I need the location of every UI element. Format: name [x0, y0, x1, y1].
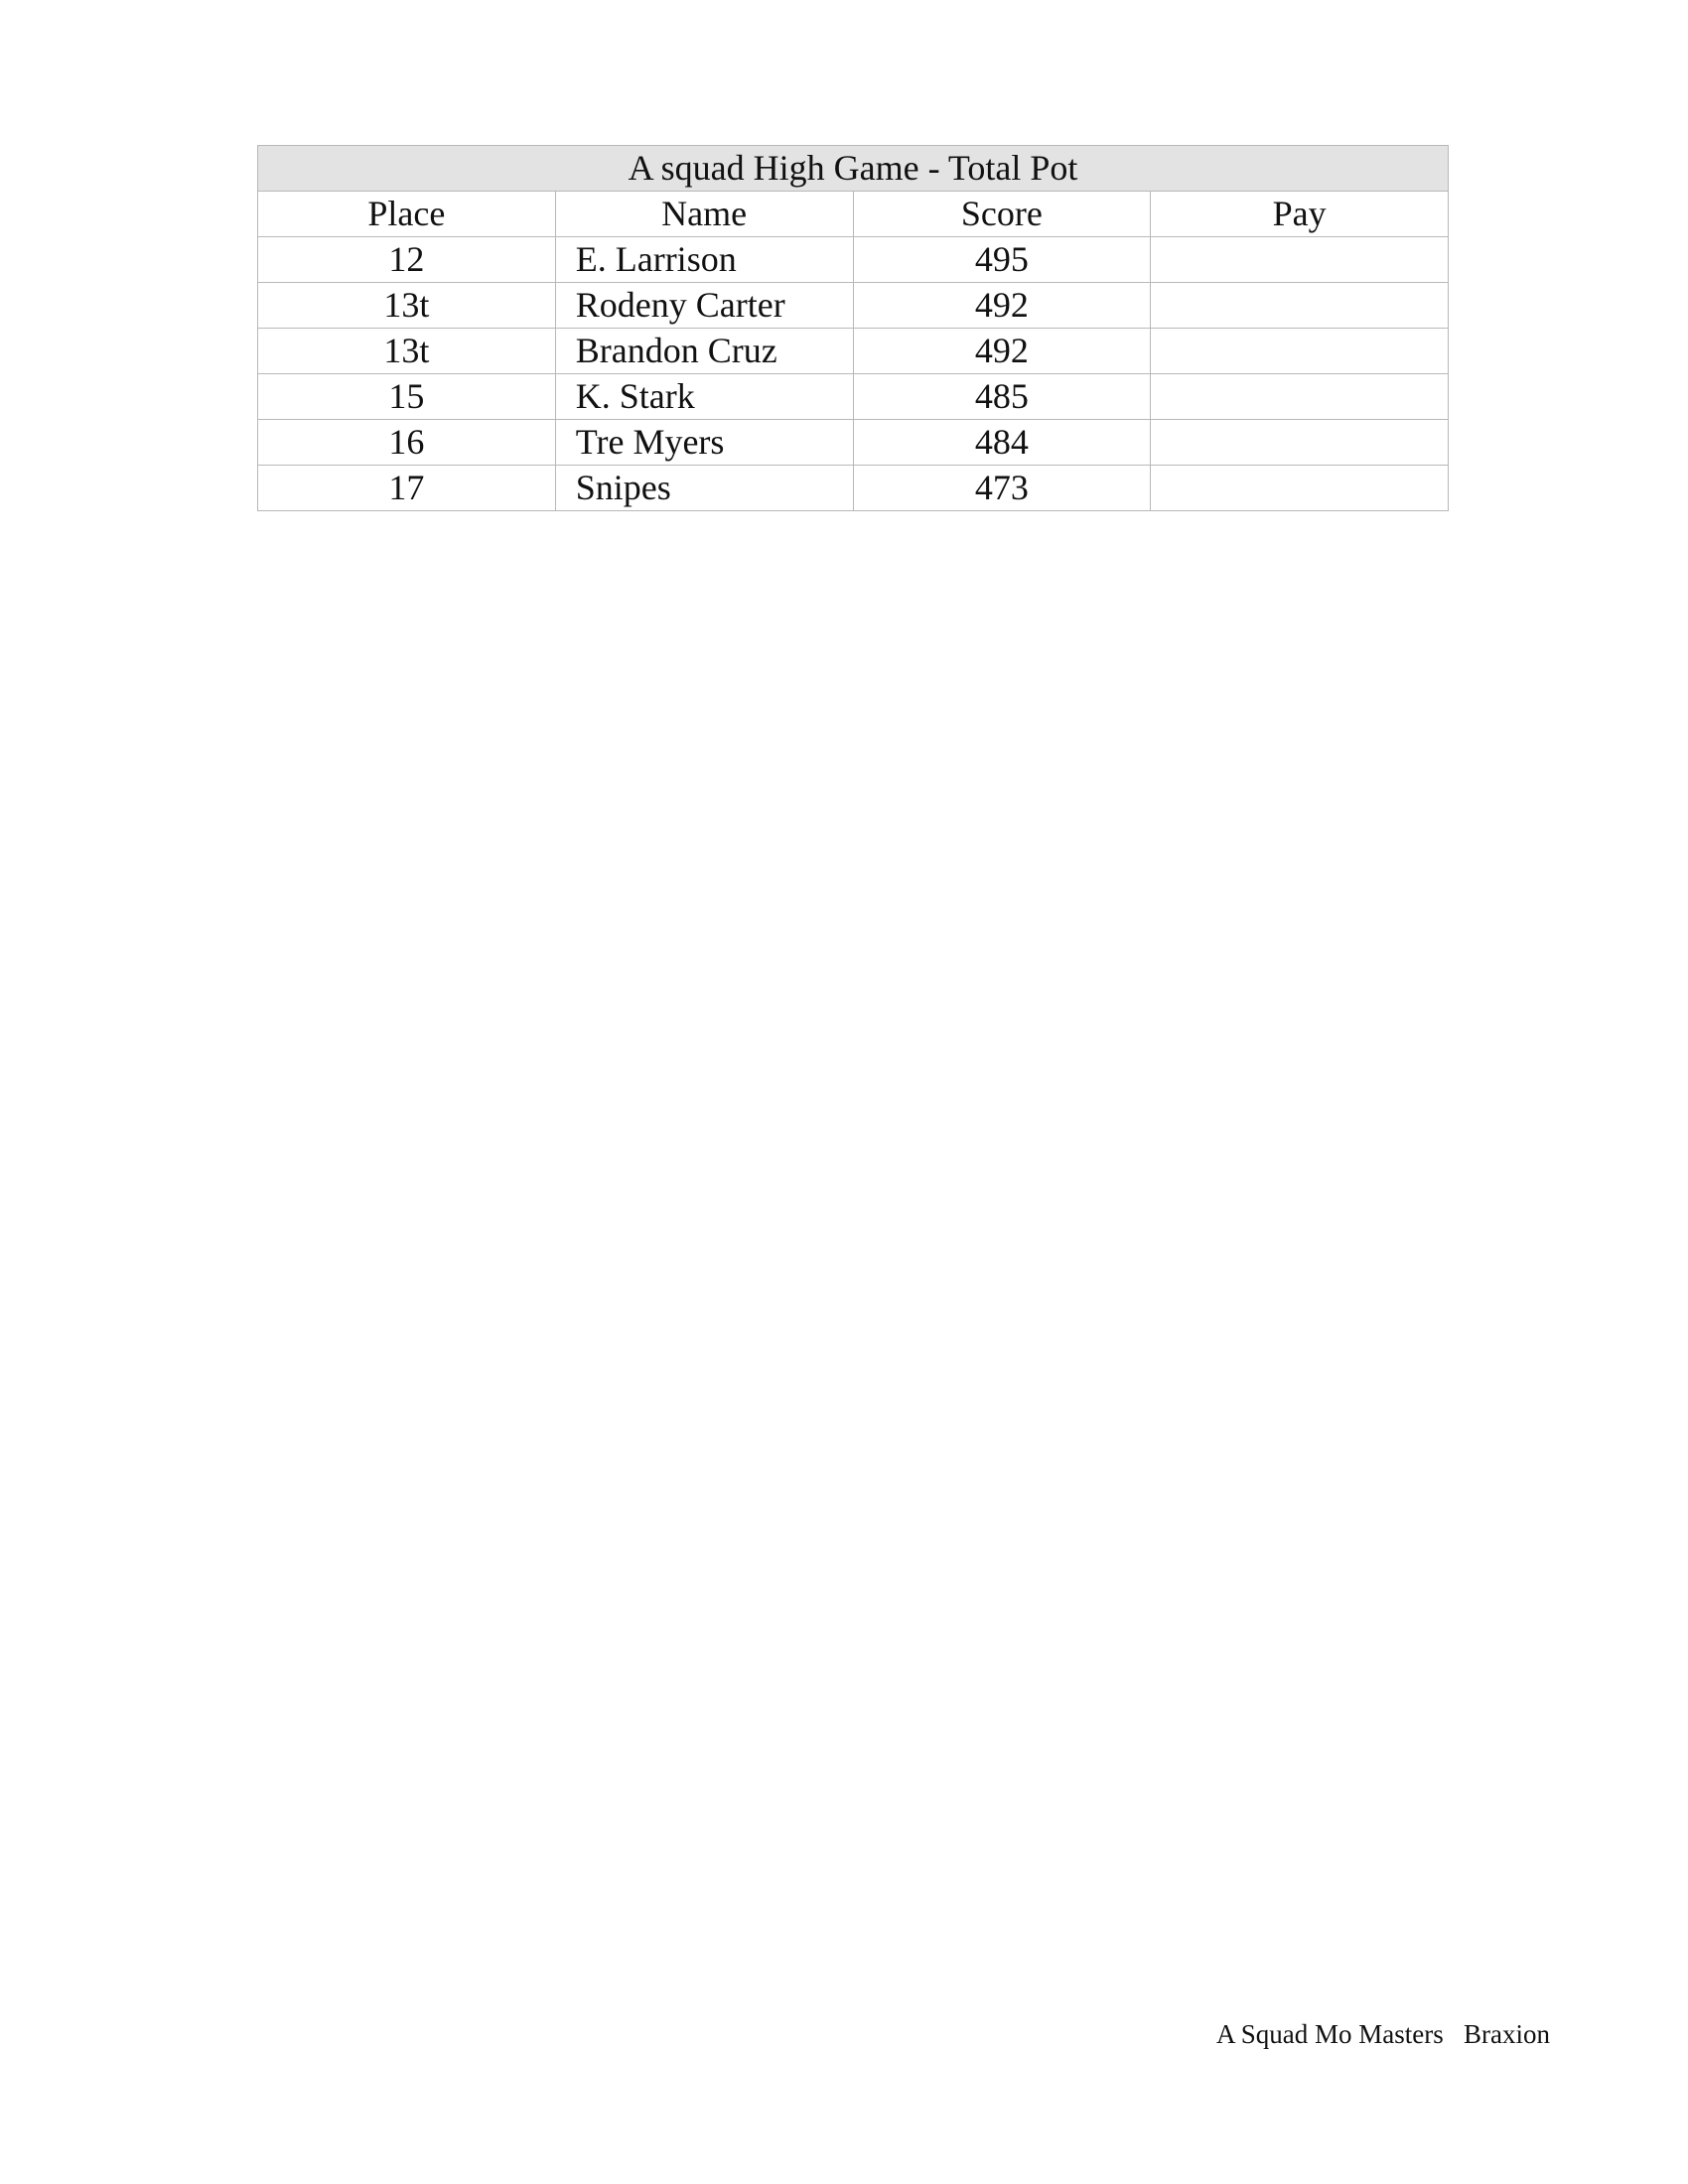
pay-cell	[1151, 237, 1449, 283]
place-cell: 12	[258, 237, 556, 283]
score-cell: 473	[853, 466, 1151, 511]
table-title-row	[258, 146, 1449, 192]
score-cell: 495	[853, 237, 1151, 283]
header-name: Name	[555, 192, 853, 237]
footer-venue: Braxion	[1464, 2019, 1550, 2049]
table-header-row	[258, 192, 1449, 237]
header-place: Place	[258, 192, 556, 237]
header-pay: Pay	[1151, 192, 1449, 237]
footer-event: A Squad Mo Masters	[1216, 2019, 1444, 2049]
name-cell: Brandon Cruz	[555, 329, 853, 374]
header-score: Score	[853, 192, 1151, 237]
pay-cell	[1151, 466, 1449, 511]
pay-cell	[1151, 283, 1449, 329]
name-cell: Snipes	[555, 466, 853, 511]
table-row	[258, 237, 1449, 283]
pay-cell	[1151, 374, 1449, 420]
place-cell: 13t	[258, 283, 556, 329]
name-cell: Tre Myers	[555, 420, 853, 466]
table-row	[258, 329, 1449, 374]
score-cell: 492	[853, 329, 1151, 374]
name-cell: Rodeny Carter	[555, 283, 853, 329]
results-table	[257, 145, 1449, 511]
pay-cell	[1151, 420, 1449, 466]
table-row	[258, 374, 1449, 420]
page-footer	[1216, 2019, 1550, 2050]
table-row	[258, 283, 1449, 329]
place-cell: 16	[258, 420, 556, 466]
place-cell: 13t	[258, 329, 556, 374]
name-cell: E. Larrison	[555, 237, 853, 283]
table-title: A squad High Game - Total Pot	[258, 146, 1449, 192]
table-row	[258, 466, 1449, 511]
name-cell: K. Stark	[555, 374, 853, 420]
score-cell: 485	[853, 374, 1151, 420]
score-cell: 484	[853, 420, 1151, 466]
place-cell: 17	[258, 466, 556, 511]
place-cell: 15	[258, 374, 556, 420]
table-row	[258, 420, 1449, 466]
pay-cell	[1151, 329, 1449, 374]
score-cell: 492	[853, 283, 1151, 329]
